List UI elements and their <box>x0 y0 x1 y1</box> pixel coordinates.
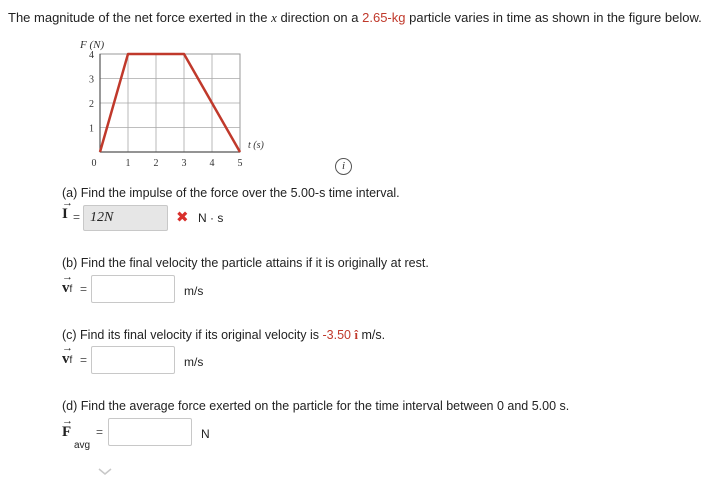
final-velocity-symbol-b: → vf <box>62 271 73 296</box>
x-tick-label: 5 <box>237 158 243 169</box>
x-tick-label: 2 <box>153 158 159 169</box>
final-velocity-c-field[interactable] <box>91 346 175 374</box>
unit-vector-i: î <box>354 328 358 342</box>
vector-arrow-icon: → <box>62 197 73 209</box>
average-force-subscript: avg <box>74 440 91 451</box>
part-c-equals: = <box>80 353 88 367</box>
y-tick-label: 2 <box>89 99 94 110</box>
force-time-chart <box>60 34 264 174</box>
x-tick-label: 4 <box>209 158 215 169</box>
prompt-var-x: x <box>271 10 277 25</box>
vector-arrow-icon: → <box>62 415 73 427</box>
info-icon[interactable]: i <box>335 158 352 175</box>
x-tick-label: 1 <box>125 158 131 169</box>
velocity-b-unit: m/s <box>184 284 204 298</box>
average-force-unit: N <box>201 427 210 441</box>
x-tick-label: 3 <box>181 158 187 169</box>
scroll-hint-icon <box>98 468 112 476</box>
average-force-field[interactable] <box>108 418 192 446</box>
prompt-text-2: direction on a <box>276 10 363 25</box>
incorrect-icon: ✖ <box>176 209 189 226</box>
problem-statement <box>8 10 702 26</box>
part-d-equals: = <box>96 425 104 439</box>
velocity-c-unit: m/s <box>184 355 204 369</box>
prompt-text-1: The magnitude of the net force exerted in the <box>8 10 272 25</box>
impulse-answer-field[interactable]: 12N <box>83 205 168 231</box>
mass-value: 2.65-kg <box>362 10 406 25</box>
part-b-question: (b) Find the final velocity the particle attains if it is originally at rest. <box>62 256 429 270</box>
part-a-equals: = <box>73 210 81 224</box>
average-force-symbol: → F <box>62 415 73 440</box>
prompt-text-3: particle varies in time as shown in the figure below. <box>405 10 702 25</box>
x-tick-label: 0 <box>91 158 97 169</box>
vector-arrow-icon: → <box>62 342 73 354</box>
impulse-unit: N · s <box>198 211 224 225</box>
final-velocity-b-field[interactable] <box>91 275 175 303</box>
part-c-question: (c) Find its final velocity if its original velocity is -3.50 î m/s. <box>62 328 386 342</box>
impulse-symbol: → I <box>62 197 73 222</box>
x-axis-label: t (s) <box>248 140 264 151</box>
y-tick-label: 4 <box>89 50 94 61</box>
y-tick-label: 1 <box>89 123 94 135</box>
part-d-question: (d) Find the average force exerted on the particle for the time interval between 0 and 5.00 s. <box>62 399 570 413</box>
vector-arrow-icon: → <box>62 271 73 283</box>
final-velocity-symbol-c: → vf <box>62 342 73 367</box>
part-b-equals: = <box>80 282 88 296</box>
part-a-question: (a) Find the impulse of the force over the 5.00-s time interval. <box>62 186 400 200</box>
y-tick-label: 3 <box>89 74 94 86</box>
initial-velocity-value: -3.50 <box>322 328 351 342</box>
y-axis-label: F (N) <box>80 39 105 51</box>
